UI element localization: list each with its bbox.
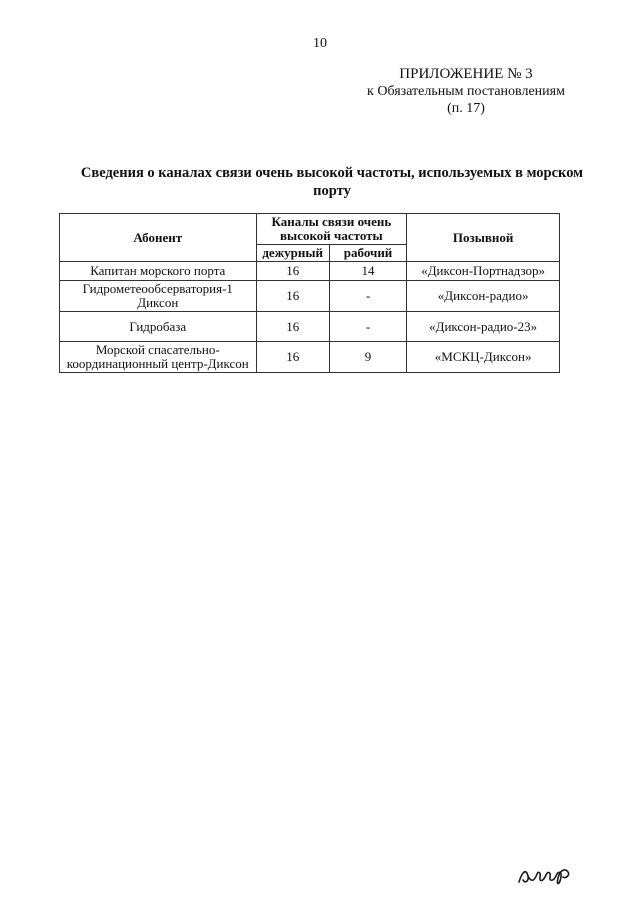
handwritten-signature (516, 862, 576, 890)
cell-duty: 16 (256, 281, 329, 312)
cell-duty: 16 (256, 262, 329, 281)
table-row (60, 312, 560, 342)
cell-callsign: «МСКЦ-Диксон» (407, 342, 560, 373)
header-duty: дежурный (256, 245, 329, 262)
header-channels: Каналы связи очень высокой частоты (256, 214, 407, 245)
table-row (60, 342, 560, 373)
cell-subscriber: Гидробаза (60, 312, 257, 342)
appendix-clause: (п. 17) (447, 101, 485, 116)
cell-subscriber: Морской спасательно-координационный центр-Диксон (60, 342, 257, 373)
cell-subscriber: Капитан морского порта (60, 262, 257, 281)
cell-working: - (329, 312, 406, 342)
appendix-title: ПРИЛОЖЕНИЕ № 3 (399, 66, 533, 82)
appendix-header (316, 66, 616, 117)
cell-callsign: «Диксон-радио» (407, 281, 560, 312)
page-number: 10 (313, 36, 327, 51)
document-title: Сведения о каналах связи очень высокой частоты, используемых в морском порту (80, 165, 584, 199)
header-subscriber: Абонент (60, 214, 257, 262)
cell-duty: 16 (256, 312, 329, 342)
appendix-reference: к Обязательным постановлениям (367, 84, 565, 99)
header-callsign: Позывной (407, 214, 560, 262)
table-row (60, 262, 560, 281)
cell-working: 14 (329, 262, 406, 281)
channels-table (59, 213, 560, 373)
cell-callsign: «Диксон-радио-23» (407, 312, 560, 342)
cell-callsign: «Диксон-Портнадзор» (407, 262, 560, 281)
header-working: рабочий (329, 245, 406, 262)
cell-working: 9 (329, 342, 406, 373)
cell-subscriber: Гидрометеообсерватория-1 Диксон (60, 281, 257, 312)
cell-duty: 16 (256, 342, 329, 373)
table-row (60, 281, 560, 312)
cell-working: - (329, 281, 406, 312)
